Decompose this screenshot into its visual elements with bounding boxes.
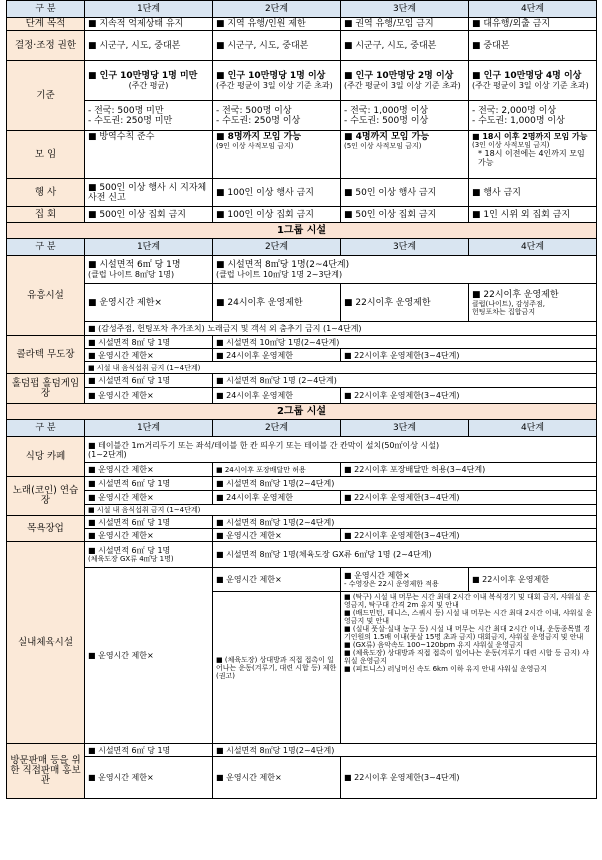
cell: ■ 시설면적 6㎡ 당 1명 bbox=[85, 744, 213, 757]
cell-line: (1~2단계) bbox=[88, 449, 127, 459]
header-stage-1: 1단계 bbox=[85, 420, 213, 437]
cell: ■ 24시이후 포장배달만 허용 bbox=[213, 463, 341, 477]
cell: ■ 500인 이상 집회 금지 bbox=[85, 207, 213, 223]
cell-line: 헌팅포차는 집합금지 bbox=[472, 307, 536, 316]
cell-line: (주간 평균이 3일 이상 기준 초과) bbox=[472, 81, 589, 90]
cell-line: (주간 평균이 3일 이상 기준 초과) bbox=[344, 81, 461, 90]
cell bbox=[469, 131, 597, 179]
cell: ■ 운영시간 제한× bbox=[85, 491, 213, 505]
row-label: 기준 bbox=[7, 61, 85, 131]
cell-line: (9인 이상 사적모임 금지) bbox=[216, 142, 294, 150]
cell bbox=[341, 61, 469, 101]
row-label: 식당 카페 bbox=[7, 437, 85, 477]
cell: ■ 시설면적 10㎡당 1명(2~4단계) bbox=[213, 336, 597, 349]
cell: ■ 중대본 bbox=[469, 31, 597, 61]
cell: ■ 22시이후 운영제한(3~4단계) bbox=[341, 529, 597, 542]
cell-line: ■ (피트니스) 러닝머신 속도 6km 이하 유지 안내 샤워실 운영금지 bbox=[344, 665, 547, 673]
cell: ■ 시설 내 음식섭취 금지 (1~4단계) bbox=[85, 362, 597, 374]
cell-line: - 수도권: 250명 이상 bbox=[216, 115, 301, 126]
bath-row-a bbox=[7, 516, 597, 529]
karaoke-row-c bbox=[7, 505, 597, 516]
cell bbox=[85, 256, 213, 284]
cell-line: ■ 시설면적 6㎡ 당 1명 bbox=[88, 260, 181, 270]
row-label: 단계 목적 bbox=[7, 18, 85, 31]
cell: ■ 운영시간 제한× bbox=[85, 388, 213, 404]
cell: ■ 시설면적 6㎡ 당 1명 bbox=[85, 477, 213, 491]
cell-line: (3인 이상 사적모임 금지) bbox=[472, 141, 550, 149]
cell: ■ 100인 이상 집회 금지 bbox=[213, 207, 341, 223]
cell: ■ 24시이후 운영제한 bbox=[213, 388, 341, 404]
cell-line: (클럽 나이트 8㎡당 1명) bbox=[88, 270, 175, 279]
cell: ■ 운영시간 제한× bbox=[85, 284, 213, 322]
header-stage-3: 3단계 bbox=[341, 1, 469, 18]
karaoke-row-a bbox=[7, 477, 597, 491]
cell bbox=[213, 256, 597, 284]
colatec-row-c bbox=[7, 362, 597, 374]
row-label: 유흥시설 bbox=[7, 256, 85, 336]
cell: ■ 운영시간 제한× bbox=[85, 463, 213, 477]
cell bbox=[469, 61, 597, 101]
row-label: 실내체육시설 bbox=[7, 542, 85, 744]
cell bbox=[85, 437, 597, 463]
cell bbox=[469, 101, 597, 131]
cell-line: - 수도권: 1,000명 이상 bbox=[472, 115, 565, 126]
meeting-row bbox=[7, 131, 597, 179]
event-row bbox=[7, 179, 597, 207]
cell: ■ 시설면적 8㎡당 1명(2~4단계) bbox=[213, 477, 597, 491]
holdem-row-b bbox=[7, 388, 597, 404]
cell bbox=[85, 101, 213, 131]
authority-row bbox=[7, 31, 597, 61]
row-label: 행 사 bbox=[7, 179, 85, 207]
cell: ■ 방역수칙 준수 bbox=[85, 131, 213, 179]
cell: ■ (감성주점, 헌팅포차 추가조치) 노래금지 및 객석 외 춤추기 금지 (1~4단계) bbox=[85, 322, 597, 336]
cell: ■ 시설면적 8㎡ 당 1명 bbox=[85, 336, 213, 349]
cell bbox=[85, 61, 213, 101]
cell-line: ■ 운영시간 제한× bbox=[344, 571, 410, 580]
bath-row-b bbox=[7, 529, 597, 542]
cell-line: * 18시 이전에는 4인까지 모임 가능 bbox=[478, 149, 585, 167]
cell: ■ 22시이후 운영제한(3~4단계) bbox=[341, 388, 597, 404]
cell: ■ 22시이후 운영제한 bbox=[469, 568, 597, 592]
cell: ■ 지속적 억제상태 유지 bbox=[85, 18, 213, 31]
cell-line: - 전국: 2,000명 이상 bbox=[472, 105, 557, 116]
cell-line: (주간 평균) bbox=[128, 81, 169, 90]
cafe-row-b bbox=[7, 463, 597, 477]
header-stage-2: 2단계 bbox=[213, 420, 341, 437]
cell: ■ 22시이후 운영제한(3~4단계) bbox=[341, 491, 597, 505]
cell-line: ■ 인구 10만명당 2명 이상 bbox=[344, 71, 454, 81]
header-stage-3: 3단계 bbox=[341, 420, 469, 437]
header-category: 구 분 bbox=[7, 1, 85, 18]
cafe-row-a bbox=[7, 437, 597, 463]
cell: ■ 시설면적 8㎡당 1명(2~4단계) bbox=[213, 516, 597, 529]
cell-line: ■ 4명까지 모임 가능 bbox=[344, 132, 430, 142]
cell: ■ 50인 이상 집회 금지 bbox=[341, 207, 469, 223]
cell: ■ 시설면적 6㎡ 당 1명 bbox=[85, 516, 213, 529]
cell: ■ 대유행/외출 금지 bbox=[469, 18, 597, 31]
cell: ■ 100인 이상 행사 금지 bbox=[213, 179, 341, 207]
cell: ■ 22시이후 운영제한(3~4단계) bbox=[341, 349, 597, 362]
cell bbox=[85, 542, 213, 568]
row-label: 모 임 bbox=[7, 131, 85, 179]
goal-row bbox=[7, 18, 597, 31]
cell: ■ 시설면적 8㎡당 1명(2~4단계) bbox=[213, 744, 597, 757]
cell: ■ 지역 유행/인원 제한 bbox=[213, 18, 341, 31]
row-label: 목욕장업 bbox=[7, 516, 85, 542]
cell: ■ 시군구, 시도, 중대본 bbox=[341, 31, 469, 61]
cell: ■ 50인 이상 행사 금지 bbox=[341, 179, 469, 207]
cell bbox=[469, 284, 597, 322]
standard-row-b bbox=[7, 101, 597, 131]
cell-line: ■ (GX류) 음악속도 100~120bpm 유지 샤워실 운영금지 bbox=[344, 641, 523, 649]
group1-title-row bbox=[7, 223, 597, 239]
rally-row bbox=[7, 207, 597, 223]
row-label: 노래(코인) 연습장 bbox=[7, 477, 85, 516]
sports-row-b bbox=[7, 568, 597, 592]
cell: ■ 24시이후 운영제한 bbox=[213, 491, 341, 505]
header-stage-3: 3단계 bbox=[341, 239, 469, 256]
row-label: 결정·조정 권한 bbox=[7, 31, 85, 61]
cell: ■ 22시이후 운영제한(3~4단계) bbox=[341, 757, 597, 799]
karaoke-row-b bbox=[7, 491, 597, 505]
cell-line: ■ (탁구) 시설 내 머무는 시간 최대 2시간 이내 복식경기 및 대회 금지, 샤워실 운영금지, 탁구대 간격 2m 유지 및 안내 bbox=[344, 593, 591, 609]
cell: ■ 시설 내 음식섭취 금지 (1~4단계) bbox=[85, 505, 597, 516]
group2-header-row bbox=[7, 420, 597, 437]
cell-line: ■ 18시 이후 2명까지 모임 가능 bbox=[472, 132, 588, 141]
header-stage-2: 2단계 bbox=[213, 239, 341, 256]
standard-row-a bbox=[7, 61, 597, 101]
sales-row-b bbox=[7, 757, 597, 799]
cell: ■ 권역 유행/모임 금지 bbox=[341, 18, 469, 31]
header-stage-4: 4단계 bbox=[469, 1, 597, 18]
cell-line: ■ 인구 10만명당 1명 이상 bbox=[216, 71, 326, 81]
cell-line: (체육도장 GX류 4㎡당 1명) bbox=[88, 555, 174, 563]
cell-line: ■ 시설면적 8㎡당 1명(2~4단계) bbox=[216, 260, 350, 270]
cell-line: ■ (체육도장) 상대방과 직접 접촉이 일어나는 운동(겨루기 대련 시합 등 금지) 샤워실 운영금지 bbox=[344, 649, 589, 665]
group-title: 1그룹 시설 bbox=[7, 223, 597, 239]
group2-title-row bbox=[7, 404, 597, 420]
header-stage-1: 1단계 bbox=[85, 1, 213, 18]
cell-line: - 전국: 500명 미만 bbox=[88, 105, 164, 116]
cell-line: (클럽 나이트 10㎡당 1명 2~3단계) bbox=[216, 270, 343, 279]
group1-header-row bbox=[7, 239, 597, 256]
cell-line: ■ 8명까지 모임 가능 bbox=[216, 132, 302, 142]
group-title: 2그룹 시설 bbox=[7, 404, 597, 420]
header-stage-1: 1단계 bbox=[85, 239, 213, 256]
holdem-row-a bbox=[7, 374, 597, 388]
cell bbox=[213, 101, 341, 131]
header-stage-4: 4단계 bbox=[469, 420, 597, 437]
cell-line: (주간 평균이 3일 이상 기준 초과) bbox=[216, 81, 333, 90]
header-row bbox=[7, 1, 597, 18]
cell: ■ 운영시간 제한× bbox=[85, 529, 213, 542]
cell bbox=[341, 568, 469, 592]
cell-line: ■ 테이블간 1m거리두기 또는 좌석/테이블 한 칸 띄우기 또는 테이블 간 칸막이 설치(50㎡이상 시설) bbox=[88, 440, 440, 450]
cell: ■ 운영시간 제한× bbox=[85, 757, 213, 799]
cell-line: - 수도권: 500명 이상 bbox=[344, 115, 429, 126]
cell bbox=[341, 101, 469, 131]
cell: ■ (체육도장) 상대방과 직접 접촉이 일어나는 운동(겨루기, 대련 시합 등) 제한(권고) bbox=[213, 592, 341, 744]
cell bbox=[213, 61, 341, 101]
cell: ■ 시설면적 8㎡당 1명(체육도장 GX류 6㎡당 1명 (2~4단계) bbox=[213, 542, 597, 568]
cell-line: 클럽(나이트), 감성주점, bbox=[472, 299, 545, 308]
header-stage-4: 4단계 bbox=[469, 239, 597, 256]
row-label: 홀덤펍 홀덤게임장 bbox=[7, 374, 85, 404]
cell: ■ 운영시간 제한× bbox=[213, 757, 341, 799]
cell-line: ■ 시설면적 6㎡ 당 1명 bbox=[88, 546, 171, 555]
colatec-row-a bbox=[7, 336, 597, 349]
cell: ■ 22시이후 포장배달만 허용(3~4단계) bbox=[341, 463, 597, 477]
cell-line: ■ (실내 풋살·실내 농구 등) 시설 내 머무는 시간 최대 2시간 이내, 운동종목별 경기인원의 1.5배 이내(풋살 15명 초과 금지) 대회금지, 샤워실 운영금지 및 안내 bbox=[344, 625, 591, 641]
row-label: 집 회 bbox=[7, 207, 85, 223]
distancing-table bbox=[6, 0, 597, 799]
row-label: 방문판매 등을 위한 직접판매 홍보관 bbox=[7, 744, 85, 799]
cell bbox=[213, 131, 341, 179]
cell-line: ■ 인구 10만명당 1명 미만 bbox=[88, 71, 198, 81]
cell: ■ 운영시간 제한× bbox=[85, 349, 213, 362]
cell: ■ 22시이후 운영제한 bbox=[341, 284, 469, 322]
cell-line: ■ 22시이후 운영제한 bbox=[472, 289, 559, 300]
sales-row-a bbox=[7, 744, 597, 757]
cell-line: ■ (배드민턴, 테니스, 스쿼시 등) 시설 내 머무는 시간 최대 2시간 이내, 샤워실 운영금지 및 안내 bbox=[344, 609, 593, 625]
sports-row-a bbox=[7, 542, 597, 568]
cell: ■ 시설면적 6㎡ 당 1명 bbox=[85, 374, 213, 388]
header-category: 구 분 bbox=[7, 420, 85, 437]
cell-line: - 전국: 500명 이상 bbox=[216, 105, 292, 116]
cell: ■ 시군구, 시도, 중대본 bbox=[213, 31, 341, 61]
cell-line: - 전국: 1,000명 이상 bbox=[344, 105, 429, 116]
cell-line: ■ 인구 10만명당 4명 이상 bbox=[472, 71, 582, 81]
header-stage-2: 2단계 bbox=[213, 1, 341, 18]
cell bbox=[341, 131, 469, 179]
cell: ■ 시군구, 시도, 중대본 bbox=[85, 31, 213, 61]
cell: ■ 운영시간 제한× bbox=[213, 529, 341, 542]
cell-line: - 수영장은 22시 운영제한 적용 bbox=[344, 580, 439, 588]
cell: ■ 24시이후 운영제한 bbox=[213, 284, 341, 322]
cell: ■ 운영시간 제한× bbox=[85, 568, 213, 744]
cell-line: - 수도권: 250명 미만 bbox=[88, 115, 173, 126]
entertainment-row-b bbox=[7, 284, 597, 322]
entertainment-row-c bbox=[7, 322, 597, 336]
cell: ■ 500인 이상 행사 시 지자체 사전 신고 bbox=[85, 179, 213, 207]
entertainment-row-a bbox=[7, 256, 597, 284]
colatec-row-b bbox=[7, 349, 597, 362]
cell: ■ 행사 금지 bbox=[469, 179, 597, 207]
header-category: 구 분 bbox=[7, 239, 85, 256]
row-label: 콜라텍 무도장 bbox=[7, 336, 85, 374]
cell: ■ 운영시간 제한× bbox=[213, 568, 341, 592]
cell: ■ 1인 시위 외 집회 금지 bbox=[469, 207, 597, 223]
cell bbox=[341, 592, 597, 744]
cell: ■ 24시이후 운영제한 bbox=[213, 349, 341, 362]
cell-line: (5인 이상 사적모임 금지) bbox=[344, 142, 422, 150]
cell: ■ 시설면적 8㎡당 1명 (2~4단계) bbox=[213, 374, 597, 388]
